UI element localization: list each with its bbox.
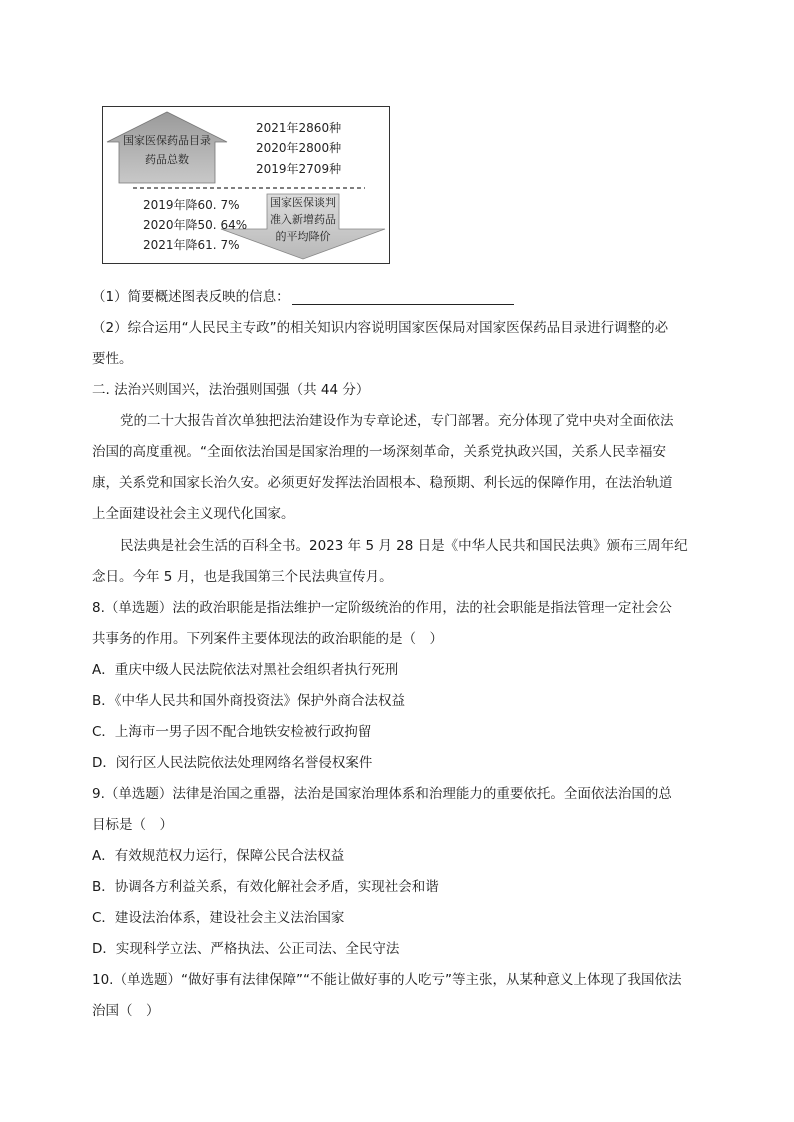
up-arrow-label-2: 药品总数 xyxy=(145,153,189,166)
question-10-line-1: 10.（单选题）“做好事有法律保障”“不能让做好事的人吃亏”等主张，从某种意义上体现了我国依法 xyxy=(92,972,682,988)
question-8-option-d[interactable]: D．闵行区人民法院依法处理网络名誉侵权案件 xyxy=(92,755,373,771)
paragraph-1-line-2: 治国的高度重视。“全面依法治国是国家治理的一场深刻革命，关系党执政兴国，关系人民幸福安 xyxy=(92,444,666,460)
section-heading: 二. 法治兴则国兴，法治强则国强（共 44 分） xyxy=(92,382,370,398)
question-1 xyxy=(92,291,514,305)
question-8-line-1: 8.（单选题）法的政治职能是指法维护一定阶级统治的作用，法的社会职能是指法管理一定社会公 xyxy=(92,600,672,616)
question-8-option-a[interactable]: A．重庆中级人民法院依法对黑社会组织者执行死刑 xyxy=(92,662,399,678)
question-9-option-d[interactable]: D．实现科学立法、严格执法、公正司法、全民守法 xyxy=(92,941,400,957)
question-9-option-b[interactable]: B．协调各方利益关系，有效化解社会矛盾，实现社会和谐 xyxy=(92,879,439,895)
count-2019: 2019年2709种 xyxy=(256,162,342,176)
decline-2021: 2021年降61. 7% xyxy=(143,238,240,252)
decline-2020: 2020年降50. 64% xyxy=(143,218,248,232)
question-8-option-c[interactable]: C．上海市一男子因不配合地铁安检被行政拘留 xyxy=(92,724,372,740)
question-2-line-2: 要性。 xyxy=(92,351,133,367)
up-arrow-shape xyxy=(107,112,227,183)
paragraph-1-line-4: 上全面建设社会主义现代化国家。 xyxy=(92,506,295,522)
down-arrow-label-3: 的平均降价 xyxy=(275,230,331,243)
paragraph-1-line-3: 康，关系党和国家长治久安。必须更好发挥法治固根本、稳预期、利长远的保障作用，在法治轨道 xyxy=(92,475,673,491)
paragraph-2-line-2: 念日。今年 5 月，也是我国第三个民法典宣传月。 xyxy=(92,569,393,585)
question-9-option-a[interactable]: A．有效规范权力运行，保障公民合法权益 xyxy=(92,848,345,864)
drug-catalog-figure xyxy=(102,106,390,264)
count-2021: 2021年2860种 xyxy=(256,121,342,135)
question-9-option-c[interactable]: C．建设法治体系，建设社会主义法治国家 xyxy=(92,910,345,926)
question-8-option-b[interactable]: B．《中华人民共和国外商投资法》保护外商合法权益 xyxy=(92,693,406,709)
question-9-line-1: 9.（单选题）法律是治国之重器，法治是国家治理体系和治理能力的重要依托。全面依法治国的总 xyxy=(92,786,672,802)
decline-2019: 2019年降60. 7% xyxy=(143,198,240,212)
question-10-line-2: 治国（ ） xyxy=(92,1003,160,1019)
down-arrow-label-1: 国家医保谈判 xyxy=(270,196,336,209)
question-1-text: （1）简要概述图表反映的信息： xyxy=(92,289,290,305)
paragraph-2-line-1: 民法典是社会生活的百科全书。2023 年 5 月 28 日是《中华人民共和国民法典》颁布三周年纪 xyxy=(120,538,688,554)
paragraph-1-line-1: 党的二十大报告首次单独把法治建设作为专章论述，专门部署。充分体现了党中央对全面依法 xyxy=(120,413,674,429)
answer-blank[interactable] xyxy=(292,292,514,305)
down-arrow-label-2: 准入新增药品 xyxy=(270,213,336,226)
question-2-line-1: （2）综合运用“人民民主专政”的相关知识内容说明国家医保局对国家医保药品目录进行调整的必 xyxy=(92,320,669,336)
up-arrow-label-1: 国家医保药品目录 xyxy=(123,134,211,147)
question-9-line-2: 目标是（ ） xyxy=(92,817,173,833)
question-8-line-2: 共事务的作用。下列案件主要体现法的政治职能的是（ ） xyxy=(92,631,443,647)
count-2020: 2020年2800种 xyxy=(256,141,342,155)
